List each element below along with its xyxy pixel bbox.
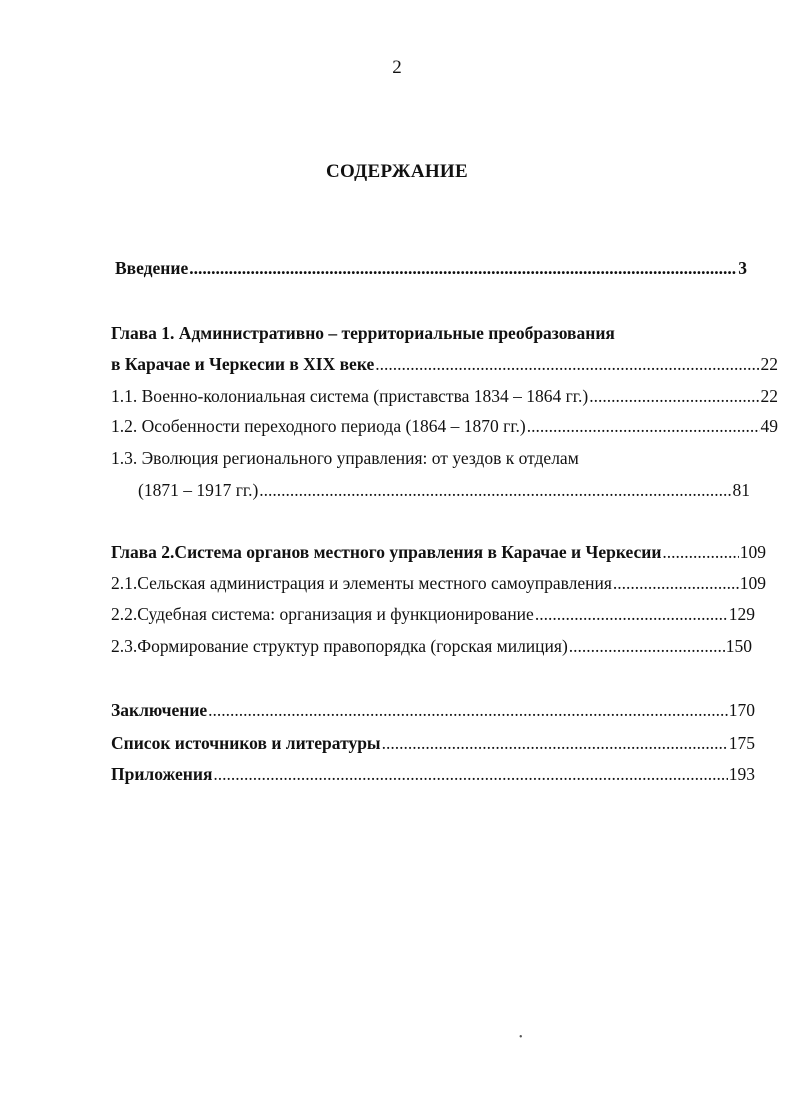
toc-entry-1-3-cont[interactable]	[138, 480, 750, 501]
toc-entry-label: 2.2.Судебная система: организация и функционирование	[111, 604, 534, 624]
dot-leader	[613, 573, 739, 594]
scan-speck: •	[519, 1032, 523, 1043]
toc-entry-1-1[interactable]	[111, 386, 778, 407]
toc-entry-label: Приложения	[111, 764, 213, 784]
toc-entry-page: 109	[739, 542, 766, 562]
toc-entry-page: 193	[728, 764, 755, 784]
toc-entry-label: 1.1. Военно-колониальная система (приставства 1834 – 1864 гг.)	[111, 386, 589, 406]
toc-entry-2-2[interactable]	[111, 604, 755, 625]
dot-leader	[189, 258, 737, 279]
dot-leader	[662, 542, 738, 563]
dot-leader	[569, 636, 725, 657]
dot-leader	[535, 604, 728, 625]
toc-entry-page: 22	[760, 354, 778, 374]
toc-entry-chapter-2[interactable]	[111, 542, 766, 563]
toc-entry-1-3[interactable]: 1.3. Эволюция регионального управления: от уездов к отделам	[111, 448, 579, 468]
toc-entry-chapter-1[interactable]	[111, 354, 778, 375]
page-number: 2	[392, 57, 402, 78]
dot-leader	[382, 733, 728, 754]
toc-entry-page: 22	[760, 386, 778, 406]
toc-entry-page: 175	[728, 733, 755, 753]
toc-entry-page: 109	[739, 573, 766, 593]
toc-entry-page: 170	[728, 700, 755, 720]
toc-entry-label: Список источников и литературы	[111, 733, 381, 753]
toc-entry-page: 3	[738, 258, 747, 278]
toc-entry-page: 81	[732, 480, 750, 500]
dot-leader	[527, 416, 760, 437]
toc-entry-appendix[interactable]	[111, 764, 755, 785]
toc-entry-page: 129	[728, 604, 755, 624]
page-title: СОДЕРЖАНИЕ	[326, 161, 468, 182]
toc-entry-1-2[interactable]	[111, 416, 778, 437]
toc-entry-label: 1.2. Особенности переходного периода (1864 – 1870 гг.)	[111, 416, 526, 436]
toc-entry-2-1[interactable]	[111, 573, 766, 594]
dot-leader	[208, 700, 728, 721]
dot-leader	[259, 480, 731, 501]
toc-entry-label: (1871 – 1917 гг.)	[138, 480, 259, 500]
dot-leader	[375, 354, 759, 375]
toc-entry-2-3[interactable]	[111, 636, 752, 657]
toc-entry-label: Заключение	[111, 700, 208, 720]
toc-entry-sources[interactable]	[111, 733, 755, 754]
toc-entry-conclusion[interactable]	[111, 700, 755, 721]
chapter-1-heading[interactable]: Глава 1. Административно – территориальные преобразования	[111, 323, 615, 343]
toc-entry-label: Глава 2.Система органов местного управления в Карачае и Черкесии	[111, 542, 662, 562]
toc-entry-page: 49	[760, 416, 778, 436]
toc-entry-label: 2.1.Сельская администрация и элементы местного самоуправления	[111, 573, 612, 593]
toc-entry-label: в Карачае и Черкесии в XIX веке	[111, 354, 375, 374]
toc-entry-page: 150	[725, 636, 752, 656]
dot-leader	[589, 386, 759, 407]
toc-entry-label: Введение	[115, 258, 189, 278]
toc-entry-label: 2.3.Формирование структур правопорядка (горская милиция)	[111, 636, 568, 656]
dot-leader	[213, 764, 727, 785]
toc-entry-intro[interactable]	[115, 258, 747, 279]
